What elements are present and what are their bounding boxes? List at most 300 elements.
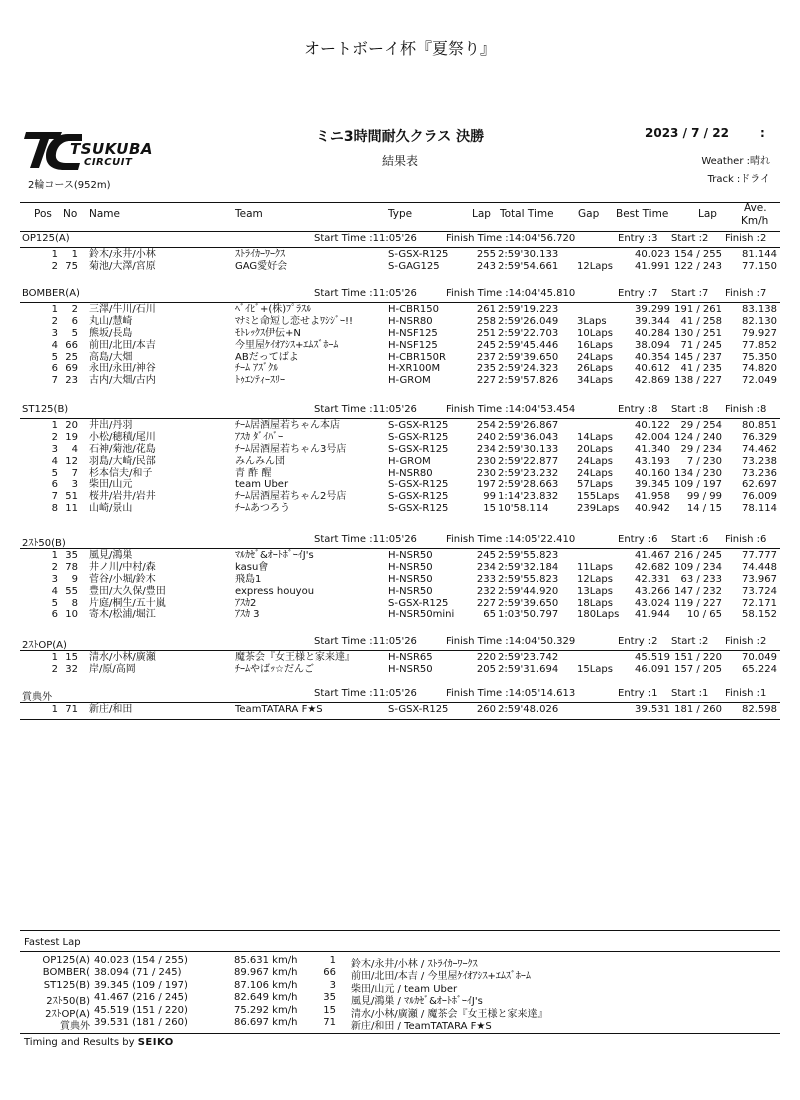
cell-ave-speed: 72.171 [742,597,777,609]
result-row [20,363,780,375]
fl-no: 35 [323,992,336,1004]
fastest-lap-row [20,955,780,970]
fl-class: OP125(A) [42,955,90,966]
cell-team: ﾁｰﾑあつろう [235,503,290,515]
cell-best-lap: 181 / 260 [674,704,722,715]
cell-gap: 20Laps [577,443,613,455]
cell-type: H-NSF125 [388,339,438,351]
fl-class: 2ｽﾄOP(A) [45,1008,90,1020]
cell-lap: 251 [476,327,496,339]
result-row [20,586,780,598]
cell-team: ｱｽｶ 3 [235,609,260,621]
class-group [20,688,780,716]
finish-time: Finish Time :14:04'45.810 [446,288,576,299]
cell-team: 飛島1 [235,573,262,585]
cell-best-time: 39.345 [635,479,670,491]
cell-lap: 255 [476,249,496,260]
result-row [20,316,780,328]
cell-gap: 12Laps [577,573,613,585]
cell-name: 豊田/大久保/豊田 [89,585,166,597]
cell-best-time: 40.612 [635,363,670,375]
cell-best-lap: 216 / 245 [674,550,722,561]
cell-team: 今里屋ｹｲｵｱｼｽ+ｴﾑｽﾞﾎｰﾑ [235,339,339,351]
fastest-lap-row [20,1017,780,1032]
result-row [20,503,780,515]
entry-count: Entry :2 [618,636,658,647]
fl-time: 45.519 (151 / 220) [94,1004,188,1016]
cell-lap: 245 [476,339,496,351]
result-row [20,468,780,480]
class-name: 2ｽﾄOP(A) [22,640,67,651]
cell-ave-speed: 83.138 [742,304,777,315]
date-colon: : [760,126,765,140]
cell-type: H-NSF125 [388,327,438,339]
fastest-lap-row [20,979,780,995]
cell-no: 69 [65,363,78,375]
start-time: Start Time :11:05'26 [314,288,417,299]
cell-total-time: 2:59'31.694 [498,663,559,675]
class-group-header [20,534,780,547]
cell-gap: 11Laps [577,561,613,573]
class-group [20,636,780,676]
cell-best-lap: 122 / 243 [674,260,722,272]
cell-best-lap: 109 / 234 [674,561,722,573]
fl-class: 2ｽﾄ50(B) [46,996,90,1008]
cell-no: 78 [65,561,78,573]
cell-gap: 34Laps [577,375,613,387]
cell-ave-speed: 76.329 [742,431,777,443]
cell-lap: 245 [476,550,496,561]
cell-ave-speed: 77.777 [742,550,777,561]
result-row [20,598,780,610]
cell-best-lap: 29 / 234 [680,443,722,455]
result-row [20,432,780,444]
fl-speed: 89.967 km/h [234,967,298,979]
cell-no: 25 [65,351,78,363]
cell-best-lap: 124 / 240 [674,431,722,443]
cell-type: S-GSX-R125 [388,704,449,715]
col-name: Name [89,208,120,220]
cell-total-time: 2:59'30.133 [498,249,559,260]
cell-team: ﾏﾙｶｾﾞ&ｵｰﾄﾎﾞｰｲJ's [235,550,314,561]
results-label: 結果表 [381,154,418,168]
cell-total-time: 2:59'36.043 [498,431,559,443]
cell-pos: 3 [51,443,58,455]
cell-no: 71 [65,704,78,715]
table-top-rule [20,202,780,203]
cell-type: S-GSX-R125 [388,503,449,515]
fastest-lap-title: Fastest Lap [24,937,81,948]
cell-pos: 3 [51,573,58,585]
cell-type: H-NSR80 [388,315,433,327]
cell-ave-speed: 72.049 [742,375,777,387]
cell-no: 8 [71,597,78,609]
fastest-lap-row [20,1004,780,1020]
cell-name: 山崎/景山 [89,503,133,515]
class-group [20,288,780,387]
cell-no: 66 [65,339,78,351]
cell-type: H-XR100M [388,363,441,375]
class-group-rule [20,650,780,651]
cell-best-lap: 130 / 251 [674,327,722,339]
cell-team: ﾓﾄﾚｯｸｽ伊伝+N [235,327,301,339]
cell-ave-speed: 74.448 [742,561,777,573]
cell-type: S-GSX-R125 [388,443,449,455]
col-ave: Ave. [744,202,767,214]
cell-lap: 220 [476,652,496,663]
cell-pos: 4 [51,339,58,351]
cell-ave-speed: 79.927 [742,327,777,339]
cell-best-time: 43.193 [635,455,670,467]
cell-type: H-NSR50 [388,550,433,561]
cell-team: 青 酢 醒 [235,467,272,479]
cell-best-time: 40.160 [635,467,670,479]
course-label: 2輪コース(952m) [28,180,111,191]
class-name: 2ｽﾄ50(B) [22,538,66,549]
cell-lap: 197 [476,479,496,491]
cell-total-time: 2:59'22.703 [498,327,559,339]
cell-total-time: 1:14'23.832 [498,491,559,503]
cell-best-lap: 157 / 205 [674,663,722,675]
cell-pos: 1 [51,249,58,260]
cell-best-time: 39.531 [635,704,670,715]
cell-no: 51 [65,491,78,503]
cell-gap: 180Laps [577,609,620,621]
cell-pos: 1 [51,420,58,431]
cell-team: GAG愛好会 [235,260,288,272]
class-group-header [20,688,780,701]
class-group [20,233,780,273]
finish-time: Finish Time :14:04'56.720 [446,233,576,244]
class-group-rule [20,702,780,703]
cell-best-lap: 14 / 15 [686,503,722,515]
cell-best-lap: 154 / 255 [674,249,722,260]
cell-total-time: 2:59'57.826 [498,375,559,387]
cell-name: 小松/穂積/尾川 [89,431,156,443]
cell-name: 清水/小林/廣瀬 [89,652,156,663]
logo-sub: CIRCUIT [84,157,133,168]
col-best-lap: Lap [698,208,717,220]
cell-lap: 234 [476,561,496,573]
cell-best-time: 41.944 [635,609,670,621]
cell-team: みんみん団 [235,455,285,467]
class-group-header [20,288,780,301]
cell-type: H-NSR50 [388,573,433,585]
col-pos: Pos [34,208,52,220]
cell-name: 高島/大畑 [89,351,133,363]
cell-lap: 261 [476,304,496,315]
start-time: Start Time :11:05'26 [314,404,417,415]
class-group-header [20,404,780,417]
cell-pos: 2 [51,315,58,327]
cell-ave-speed: 81.144 [742,249,777,260]
cell-total-time: 2:59'55.823 [498,550,559,561]
start-time: Start Time :11:05'26 [314,688,417,699]
race-date: 2023 / 7 / 22 [645,126,729,140]
cell-best-time: 39.299 [635,304,670,315]
cell-name: 新庄/和田 [89,704,133,715]
result-row [20,491,780,503]
cell-ave-speed: 62.697 [742,479,777,491]
fastest-lap-row [20,967,780,983]
cell-best-lap: 7 / 230 [686,455,722,467]
cell-best-time: 46.091 [635,663,670,675]
entry-count: Entry :1 [618,688,658,699]
cell-ave-speed: 76.009 [742,491,777,503]
cell-best-lap: 63 / 233 [680,573,722,585]
cell-no: 20 [65,420,78,431]
cell-gap: 12Laps [577,260,613,272]
fl-no: 66 [323,967,336,979]
fl-no: 71 [323,1017,336,1028]
cell-gap: 15Laps [577,663,613,675]
cell-team: kasu會 [235,561,269,573]
cell-total-time: 2:59'23.232 [498,467,559,479]
cell-type: H-NSR50 [388,663,433,675]
cell-team: ﾏﾅﾐと命短し恋せよﾜｼｼﾞｰ!! [235,315,354,327]
cell-total-time: 2:59'30.133 [498,443,559,455]
cell-gap: 13Laps [577,585,613,597]
cell-name: 寄木/松浦/堀江 [89,609,156,621]
cell-no: 19 [65,431,78,443]
cell-pos: 5 [51,467,58,479]
finish-count: Finish :2 [725,636,767,647]
cell-pos: 1 [51,304,58,315]
class-group-rule [20,548,780,549]
fl-time: 39.345 (109 / 197) [94,979,188,991]
fl-rider: 鈴木/永井/小林 / ｽﾄﾗｲｶｰﾜｰｸｽ [351,959,478,970]
cell-total-time: 2:59'28.663 [498,479,559,491]
result-row [20,340,780,352]
fl-rider: 清水/小林/廣瀬 / 魔茶会『女王様と家来達』 [351,1008,548,1020]
cell-team: ﾄｩｴﾝﾃｨｰｽﾘｰ [235,375,285,387]
result-row [20,261,780,273]
cell-total-time: 2:59'44.920 [498,585,559,597]
start-time: Start Time :11:05'26 [314,233,417,244]
cell-gap: 16Laps [577,339,613,351]
cell-name: 杉本信夫/和子 [89,467,153,479]
cell-ave-speed: 73.238 [742,455,777,467]
cell-best-time: 43.024 [635,597,670,609]
cell-lap: 232 [476,585,496,597]
result-row [20,328,780,340]
start-count: Start :7 [671,288,709,299]
cell-total-time: 2:59'54.661 [498,260,559,272]
cell-total-time: 2:59'26.049 [498,315,559,327]
col-lap: Lap [472,208,491,220]
cell-best-lap: 191 / 261 [674,304,722,315]
cell-best-lap: 41 / 258 [680,315,722,327]
cell-pos: 6 [51,479,58,491]
cell-type: S-GAG125 [388,260,440,272]
class-group-header [20,636,780,649]
finish-count: Finish :7 [725,288,767,299]
cell-ave-speed: 73.724 [742,585,777,597]
finish-count: Finish :8 [725,404,767,415]
cell-team: ｽﾄﾗｲｶｰﾜｰｸｽ [235,249,285,260]
cell-type: S-GSX-R125 [388,479,449,491]
cell-type: H-NSR50 [388,585,433,597]
fl-rider: 新庄/和田 / TeamTATARA F★S [351,1021,492,1032]
finish-time: Finish Time :14:04'53.454 [446,404,576,415]
cell-gap: 239Laps [577,503,620,515]
result-row [20,562,780,574]
cell-lap: 258 [476,315,496,327]
result-row [20,479,780,491]
cell-no: 1 [71,249,78,260]
cell-total-time: 2:59'39.650 [498,351,559,363]
cell-no: 10 [65,609,78,621]
cell-ave-speed: 58.152 [742,609,777,621]
cell-gap: 26Laps [577,363,613,375]
entry-count: Entry :7 [618,288,658,299]
class-name: OP125(A) [22,233,70,244]
fl-rider: 風見/鴻巣 / ﾏﾙｶｾﾞ&ｵｰﾄﾎﾞｰｲJ's [351,996,483,1008]
entry-count: Entry :6 [618,534,658,545]
cell-team: 魔茶会『女王様と家来達』 [235,652,355,663]
cell-type: S-GSX-R125 [388,249,449,260]
start-count: Start :8 [671,404,709,415]
cell-pos: 5 [51,597,58,609]
start-count: Start :6 [671,534,709,545]
fastest-lap-row [20,992,780,1008]
cell-best-lap: 119 / 227 [674,597,722,609]
fastest-lap-bottom-rule [20,1033,780,1034]
cell-pos: 6 [51,363,58,375]
fl-time: 38.094 (71 / 245) [94,967,182,979]
cell-name: 菅谷/小堀/鈴木 [89,573,156,585]
cell-lap: 234 [476,443,496,455]
col-ave-unit: Km/h [741,215,769,227]
cell-pos: 2 [51,561,58,573]
cell-name: 三澤/牛川/石川 [89,304,156,315]
cell-name: 鈴木/永井/小林 [89,249,156,260]
cell-total-time: 2:59'24.323 [498,363,559,375]
result-row [20,444,780,456]
result-row [20,609,780,621]
cell-gap: 155Laps [577,491,620,503]
fl-rider: 柴田/山元 / team Uber [351,983,458,995]
cell-team: ﾁｰﾑ居酒屋若ちゃん本店 [235,420,340,431]
fastest-lap-top-rule [20,930,780,931]
cell-type: H-NSR50mini [388,609,455,621]
cell-type: H-NSR65 [388,652,433,663]
col-gap: Gap [578,208,600,220]
fl-time: 41.467 (216 / 245) [94,992,188,1004]
cell-best-time: 42.331 [635,573,670,585]
cell-total-time: 2:59'19.223 [498,304,559,315]
cell-ave-speed: 77.852 [742,339,777,351]
class-group [20,404,780,515]
fl-class: 賞典外 [60,1021,90,1032]
result-row [20,664,780,676]
cell-ave-speed: 73.967 [742,573,777,585]
cell-no: 12 [65,455,78,467]
cell-lap: 240 [476,431,496,443]
cell-total-time: 2:59'23.742 [498,652,559,663]
cell-pos: 7 [51,375,58,387]
cell-pos: 4 [51,455,58,467]
cell-best-lap: 151 / 220 [674,652,722,663]
start-count: Start :2 [671,636,709,647]
cell-team: ﾁｰﾑ居酒屋若ちゃん3号店 [235,443,347,455]
cell-ave-speed: 73.236 [742,467,777,479]
cell-no: 55 [65,585,78,597]
cell-team: ﾁｰﾑやばｯ☆だんご [235,663,314,675]
cell-pos: 6 [51,609,58,621]
cell-name: 井出/丹羽 [89,420,133,431]
result-row [20,249,780,261]
cell-total-time: 2:59'48.026 [498,704,559,715]
cell-name: 菊池/大澤/宮原 [89,260,156,272]
cell-name: 片庭/桐生/五十嵐 [89,597,166,609]
cell-gap: 24Laps [577,455,613,467]
cell-gap: 24Laps [577,467,613,479]
cell-no: 2 [71,304,78,315]
cell-gap: 14Laps [577,431,613,443]
cell-best-time: 39.344 [635,315,670,327]
cell-type: H-NSR80 [388,467,433,479]
fl-time: 40.023 (154 / 255) [94,955,188,966]
cell-no: 7 [71,467,78,479]
cell-pos: 2 [51,260,58,272]
cell-team: ｱｽｶ ﾀﾞｲﾊﾞｰ [235,431,284,443]
cell-total-time: 2:59'32.184 [498,561,559,573]
fl-no: 1 [329,955,336,966]
track-label: Track :ドライ [707,174,770,185]
cell-best-time: 38.094 [635,339,670,351]
class-group-rule [20,418,780,419]
cell-no: 32 [65,663,78,675]
footer-text: Timing and Results by [24,1037,135,1048]
cell-ave-speed: 80.851 [742,420,777,431]
cell-pos: 1 [51,652,58,663]
cell-total-time: 10'58.114 [498,503,549,515]
cell-no: 3 [71,479,78,491]
cell-best-time: 40.354 [635,351,670,363]
event-title: オートボーイ杯『夏祭り』 [303,39,496,58]
cell-best-lap: 10 / 65 [686,609,722,621]
cell-total-time: 2:59'22.877 [498,455,559,467]
footer [24,1037,174,1048]
cell-gap: 24Laps [577,351,613,363]
cell-best-time: 41.991 [635,260,670,272]
cell-team: ﾁｰﾑ居酒屋若ちゃん2号店 [235,491,347,503]
logo-brand: TSUKUBA [70,140,154,158]
cell-total-time: 2:59'45.446 [498,339,559,351]
result-row [20,420,780,432]
col-total-time: Total Time [500,208,554,220]
cell-best-lap: 99 / 99 [686,491,722,503]
cell-ave-speed: 82.598 [742,704,777,715]
cell-type: S-GSX-R125 [388,597,449,609]
cell-best-lap: 109 / 197 [674,479,722,491]
cell-total-time: 2:59'26.867 [498,420,559,431]
cell-pos: 4 [51,585,58,597]
cell-lap: 243 [476,260,496,272]
col-team: Team [235,208,263,220]
cell-best-lap: 29 / 254 [680,420,722,431]
cell-name: 石神/菊池/花島 [89,443,156,455]
cell-name: 岸/原/高岡 [89,663,136,675]
finish-count: Finish :2 [725,233,767,244]
fl-speed: 85.631 km/h [234,955,298,966]
result-row [20,352,780,364]
cell-gap: 10Laps [577,327,613,339]
cell-best-lap: 134 / 230 [674,467,722,479]
cell-team: express houyou [235,585,315,597]
cell-lap: 254 [476,420,496,431]
